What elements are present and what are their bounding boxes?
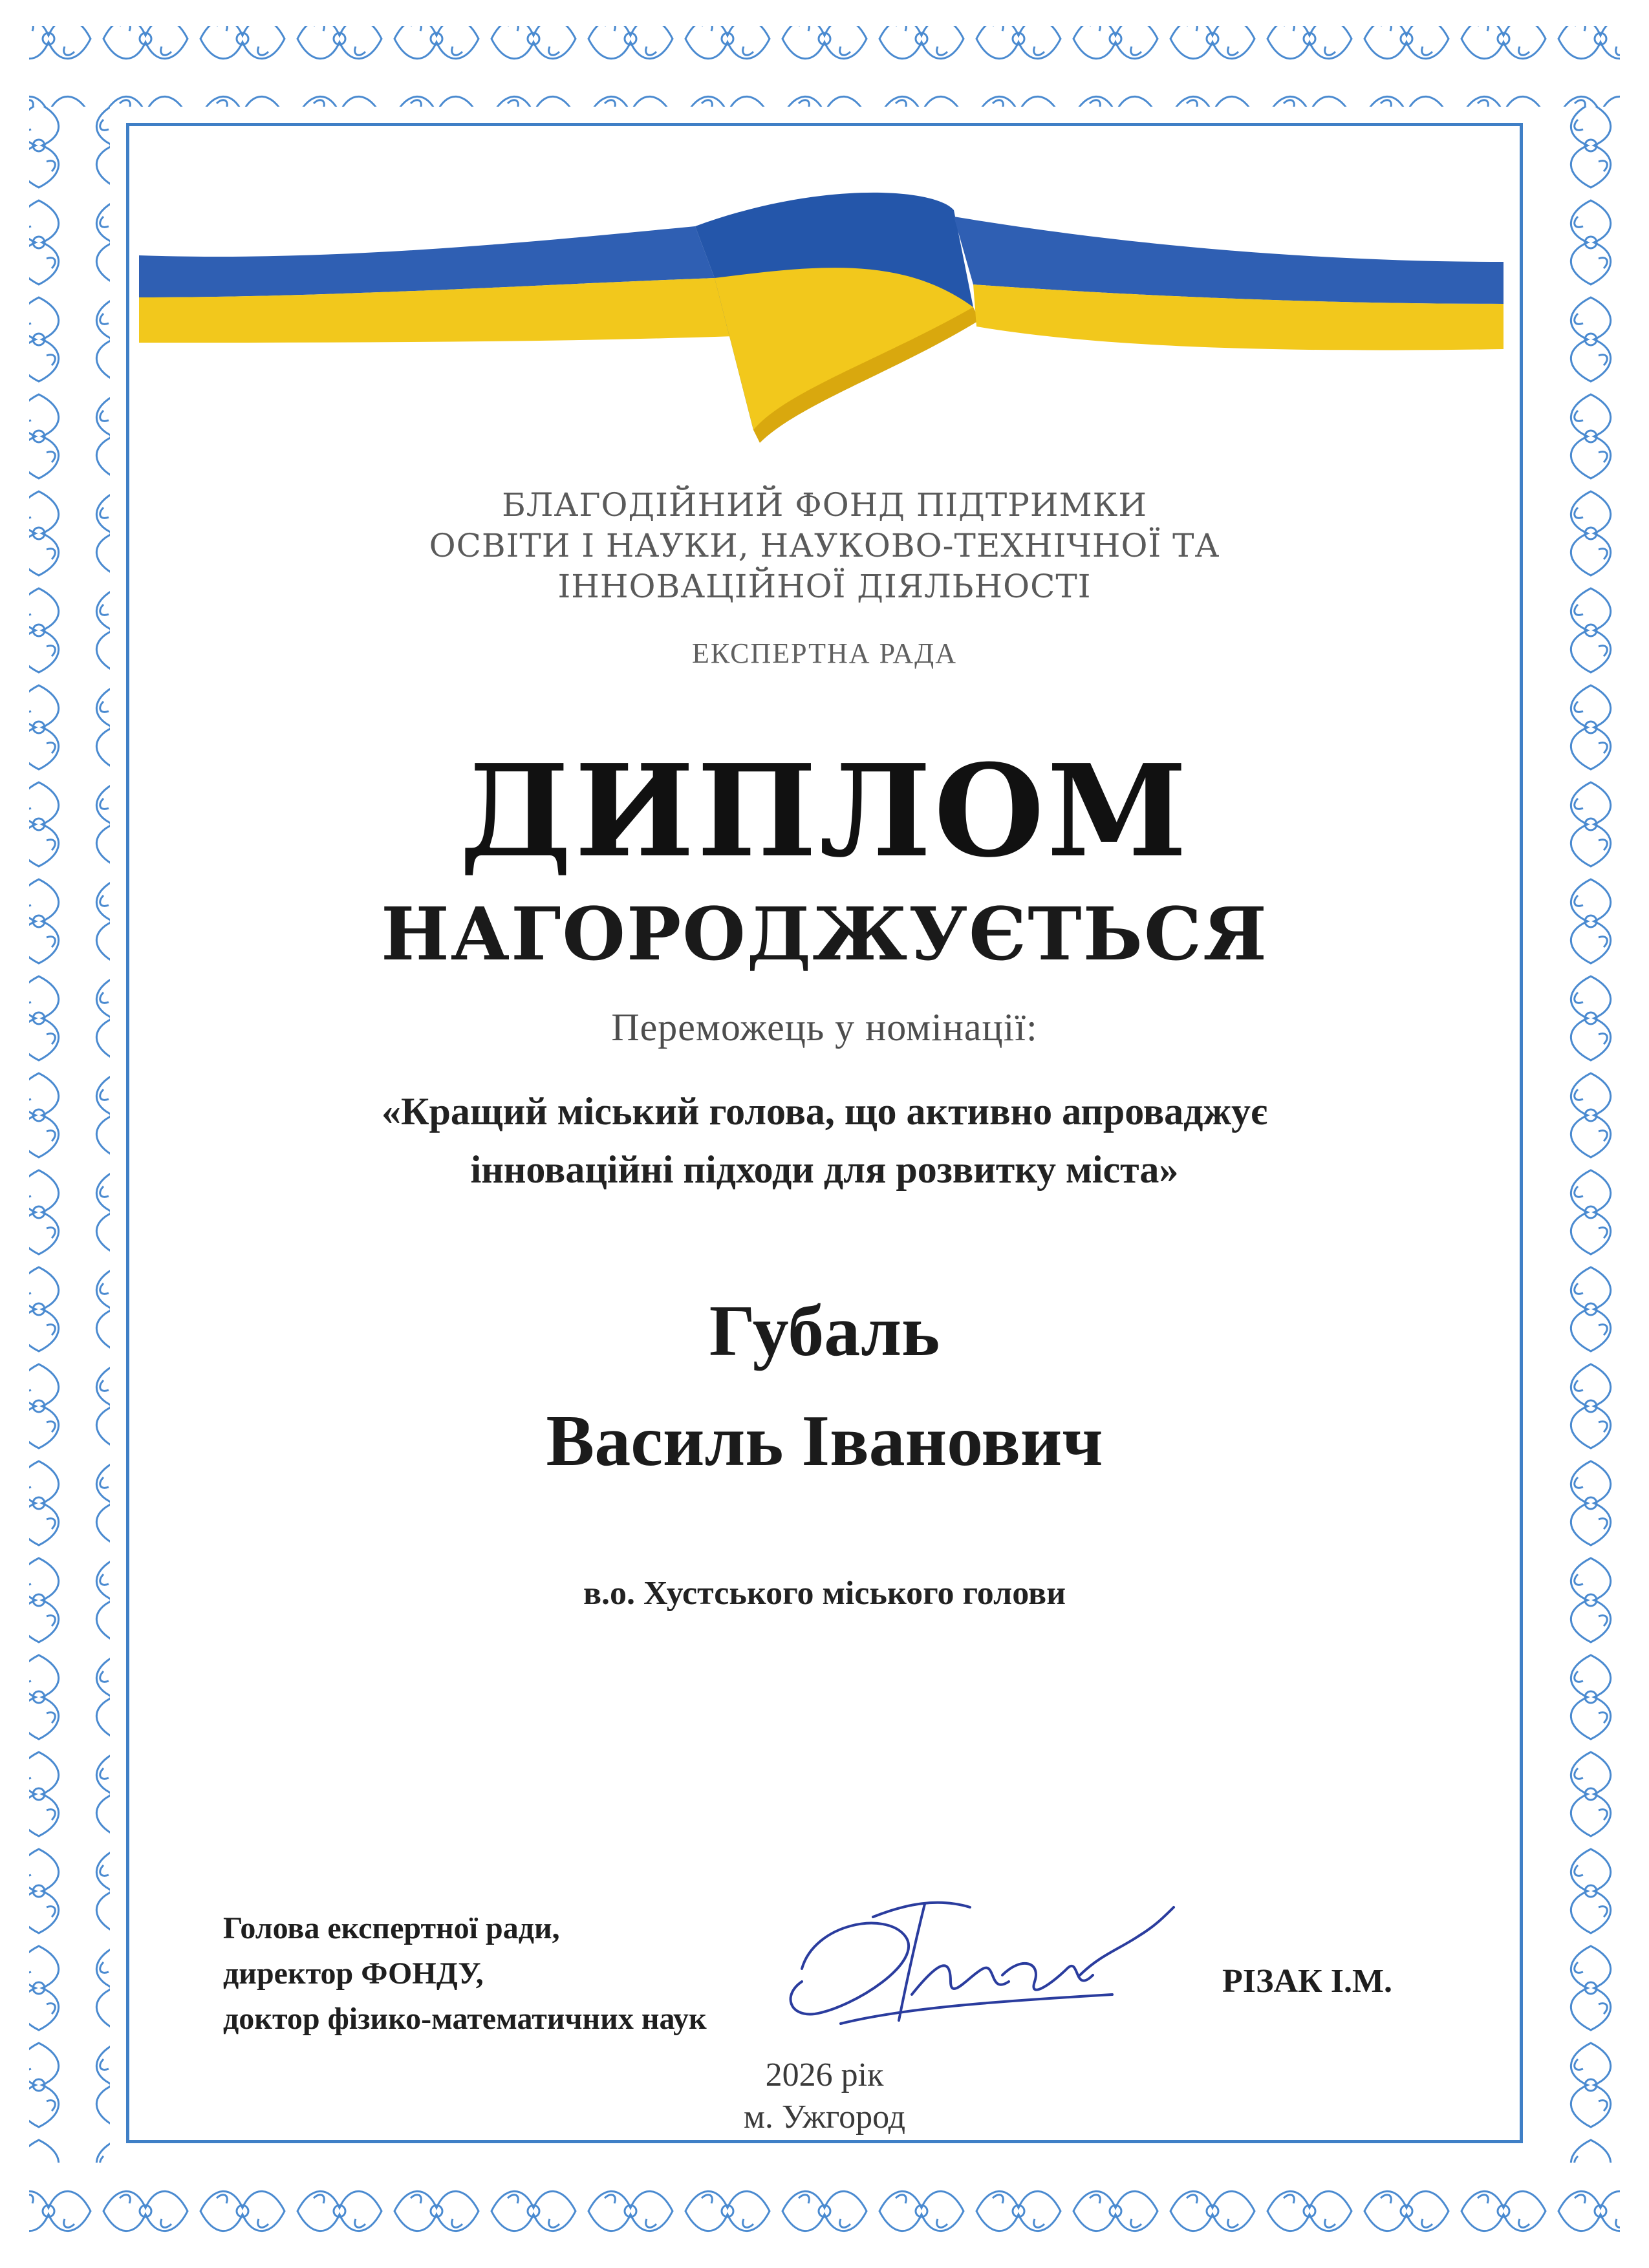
awarded-heading: НАГОРОДЖУЄТЬСЯ: [381, 892, 1268, 977]
handwritten-signature: [776, 1885, 1177, 2053]
signatory-name: РІЗАК І.М.: [1222, 1963, 1393, 2000]
expert-council-label: ЕКСПЕРТНА РАДА: [692, 637, 957, 669]
recipient-position: в.о. Хустського міського голови: [583, 1575, 1066, 1612]
winner-label: Переможець у номінації:: [611, 1006, 1038, 1049]
flag-ribbon-icon: [139, 165, 1510, 449]
recipient-given-names: Василь Іванович: [546, 1401, 1103, 1481]
city-label: м. Ужгород: [743, 2099, 906, 2135]
year-label: 2026 рік: [765, 2057, 884, 2093]
diploma-title: ДИПЛОМ: [459, 737, 1190, 886]
organization-line-1: БЛАГОДІЙНИЙ ФОНД ПІДТРИМКИ: [502, 486, 1147, 524]
organization-line-2: ОСВІТИ І НАУКИ, НАУКОВО-ТЕХНІЧНОЇ ТА: [429, 527, 1220, 564]
nomination-line-2: інноваційні підходи для розвитку міста»: [470, 1148, 1179, 1191]
recipient-surname: Губаль: [709, 1291, 940, 1371]
signatory-title-line-3: доктор фізико-математичних наук: [223, 2002, 707, 2036]
nomination-line-1: «Кращий міський голова, що активно апроваджує: [382, 1090, 1267, 1133]
signatory-title-line-2: директор ФОНДУ,: [223, 1956, 484, 1991]
organization-line-3: ІННОВАЦІЙНОЇ ДІЯЛЬНОСТІ: [557, 568, 1092, 605]
signatory-title-line-1: Голова експертної ради,: [223, 1911, 560, 1945]
